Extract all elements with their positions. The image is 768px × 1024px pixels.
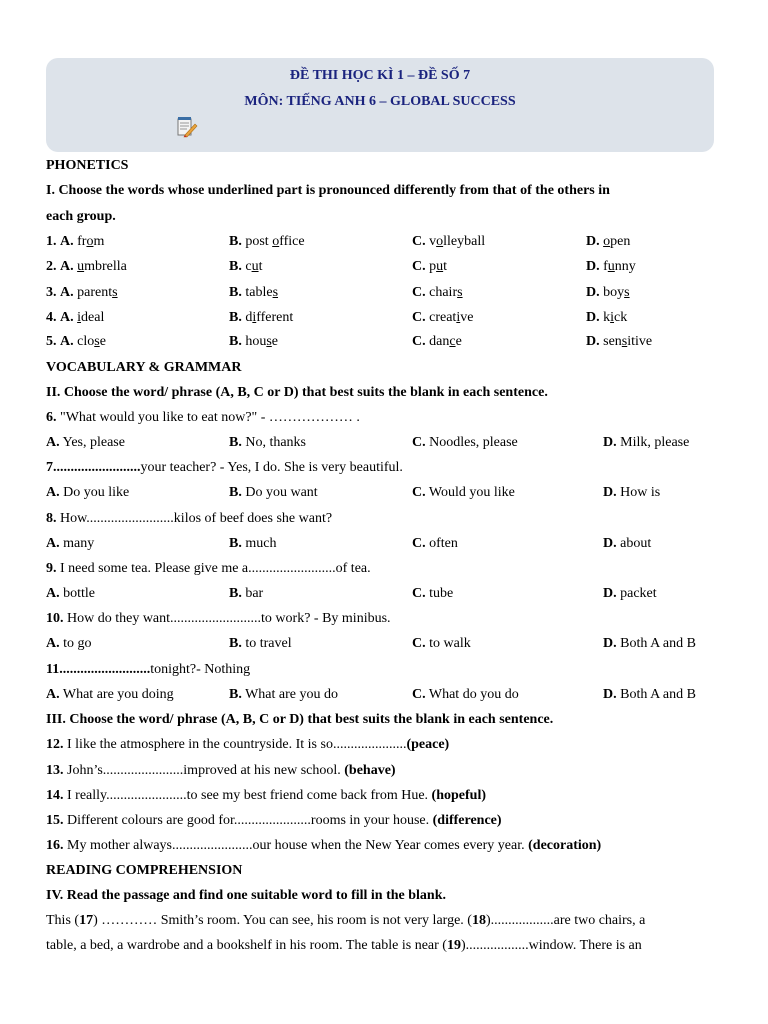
option-text: tube bbox=[429, 586, 454, 601]
answer-option bbox=[229, 685, 338, 705]
word-part: ffice bbox=[279, 234, 305, 249]
question-number: 1. bbox=[46, 234, 57, 249]
option-text: much bbox=[245, 536, 277, 551]
word-part: nny bbox=[614, 259, 636, 274]
question-number: 12. bbox=[46, 737, 64, 752]
option-letter: C. bbox=[412, 586, 426, 601]
option-letter: C. bbox=[412, 310, 426, 325]
phonetics-instruction-2: each group. bbox=[46, 209, 116, 224]
wordform-question bbox=[46, 811, 502, 831]
option-letter: D. bbox=[603, 435, 617, 450]
underlined-part: o bbox=[603, 234, 611, 249]
word-part: m bbox=[93, 234, 105, 249]
wordform-question bbox=[46, 836, 601, 856]
word-part: ck bbox=[614, 310, 628, 325]
word-part: c bbox=[245, 259, 252, 274]
exam-header bbox=[46, 58, 714, 152]
question-number: 11.......................... bbox=[46, 662, 151, 677]
phonetics-option bbox=[46, 232, 104, 252]
word-part: chair bbox=[429, 285, 458, 300]
word-part: e bbox=[99, 334, 106, 349]
word-part: mbrella bbox=[84, 259, 127, 274]
option-text: Would you like bbox=[428, 485, 515, 500]
root-word: (difference) bbox=[432, 813, 502, 828]
option-text: What are you doing bbox=[62, 687, 174, 702]
underlined-part: c bbox=[449, 334, 456, 349]
word-part: v bbox=[429, 234, 437, 249]
phonetics-option bbox=[229, 232, 305, 252]
option-text: to walk bbox=[429, 636, 471, 651]
answer-option bbox=[46, 534, 94, 554]
answer-option bbox=[412, 483, 515, 503]
passage-text: )..................window. There is an bbox=[460, 938, 642, 953]
word-part: post bbox=[245, 234, 273, 249]
question-number: 14. bbox=[46, 788, 64, 803]
question-text: your teacher? - Yes, I do. She is very beautiful. bbox=[140, 460, 403, 475]
option-text: Yes, please bbox=[62, 435, 125, 450]
underlined-part: i bbox=[610, 310, 615, 325]
passage-text: table, a bed, a wardrobe and a bookshelf in his room. The table is near ( bbox=[46, 938, 447, 953]
phonetics-option bbox=[586, 283, 630, 303]
option-text: Noodles, please bbox=[429, 435, 518, 450]
answer-option bbox=[603, 483, 660, 503]
phonetics-option bbox=[229, 332, 278, 352]
underlined-part: s bbox=[266, 334, 272, 349]
option-letter: C. bbox=[412, 259, 426, 274]
option-text: Both A and B bbox=[620, 687, 696, 702]
option-letter: D. bbox=[603, 586, 617, 601]
question-number: 3. bbox=[46, 285, 57, 300]
answer-option bbox=[603, 685, 696, 705]
option-letter: C. bbox=[412, 285, 426, 300]
option-letter: C. bbox=[412, 485, 426, 500]
underlined-part: u bbox=[607, 259, 615, 274]
root-word: (decoration) bbox=[528, 838, 602, 853]
wordform-question bbox=[46, 761, 396, 781]
option-text: What do you do bbox=[428, 687, 519, 702]
passage-text: )..................are two chairs, a bbox=[485, 913, 646, 928]
word-part: fferent bbox=[256, 310, 294, 325]
question-number: 7......................... bbox=[46, 460, 141, 475]
underlined-part: u bbox=[436, 259, 444, 274]
reading-passage-line-1 bbox=[46, 911, 645, 931]
answer-option bbox=[603, 534, 651, 554]
option-letter: D. bbox=[603, 687, 617, 702]
option-letter: A. bbox=[46, 435, 60, 450]
answer-option bbox=[46, 634, 92, 654]
underlined-part: o bbox=[272, 234, 280, 249]
word-part: creat bbox=[429, 310, 457, 325]
question-number: 5. bbox=[46, 334, 57, 349]
underlined-part: i bbox=[77, 310, 82, 325]
answer-option bbox=[229, 534, 276, 554]
question-text: I like the atmosphere in the countryside. It is so..................... bbox=[63, 737, 407, 752]
phonetics-option bbox=[46, 257, 127, 277]
wordform-question bbox=[46, 735, 449, 755]
question-number: 2. bbox=[46, 259, 57, 274]
answer-option bbox=[229, 584, 263, 604]
phonetics-option bbox=[412, 257, 447, 277]
phonetics-option bbox=[586, 308, 627, 328]
word-part: boy bbox=[603, 285, 625, 300]
phonetics-option bbox=[46, 332, 106, 352]
option-letter: A. bbox=[60, 310, 74, 325]
phonetics-option bbox=[412, 308, 473, 328]
option-letter: D. bbox=[586, 234, 600, 249]
option-text: Both A and B bbox=[620, 636, 696, 651]
question-number: 16. bbox=[46, 838, 64, 853]
option-letter: B. bbox=[229, 334, 242, 349]
option-letter: B. bbox=[229, 536, 242, 551]
option-text: Milk, please bbox=[620, 435, 690, 450]
answer-option bbox=[603, 433, 689, 453]
question-line bbox=[46, 509, 332, 529]
word-part: itive bbox=[627, 334, 653, 349]
word-part: k bbox=[603, 310, 611, 325]
underlined-part: s bbox=[272, 285, 279, 300]
phonetics-option bbox=[586, 332, 652, 352]
wordform-question bbox=[46, 786, 486, 806]
underlined-part: i bbox=[456, 310, 461, 325]
vocab-instruction: II. Choose the word/ phrase (A, B, C or D) that best suits the blank in each sentence. bbox=[46, 385, 548, 400]
option-letter: C. bbox=[412, 636, 426, 651]
answer-option bbox=[603, 584, 657, 604]
option-letter: B. bbox=[229, 636, 242, 651]
root-word: (hopeful) bbox=[431, 788, 486, 803]
option-letter: B. bbox=[229, 435, 242, 450]
option-letter: B. bbox=[229, 310, 242, 325]
answer-option bbox=[229, 433, 306, 453]
underlined-part: s bbox=[94, 334, 100, 349]
option-letter: A. bbox=[46, 586, 60, 601]
answer-option bbox=[412, 534, 458, 554]
option-letter: B. bbox=[229, 259, 242, 274]
answer-option bbox=[603, 634, 696, 654]
question-number: 10. bbox=[46, 611, 64, 626]
answer-option bbox=[412, 433, 518, 453]
option-letter: D. bbox=[586, 285, 600, 300]
underlined-part: s bbox=[457, 285, 463, 300]
answer-option bbox=[46, 433, 125, 453]
question-number: 4. bbox=[46, 310, 57, 325]
blank-number: 18 bbox=[471, 913, 486, 928]
notepad-pencil-icon bbox=[176, 116, 198, 138]
underlined-part: i bbox=[252, 310, 257, 325]
option-letter: A. bbox=[60, 234, 74, 249]
word-part: sen bbox=[603, 334, 622, 349]
option-letter: B. bbox=[229, 586, 242, 601]
question-text: Different colours are good for......................rooms in your house. bbox=[63, 813, 433, 828]
word-part: d bbox=[245, 310, 253, 325]
option-text: to travel bbox=[245, 636, 292, 651]
word-part: deal bbox=[81, 310, 105, 325]
underlined-part: u bbox=[77, 259, 85, 274]
option-letter: C. bbox=[412, 234, 426, 249]
answer-option bbox=[46, 685, 174, 705]
phonetics-option bbox=[229, 283, 278, 303]
phonetics-option bbox=[412, 232, 485, 252]
option-letter: D. bbox=[586, 310, 600, 325]
exam-title: ĐỀ THI HỌC KÌ 1 – ĐỀ SỐ 7 bbox=[289, 68, 471, 83]
option-letter: B. bbox=[229, 687, 242, 702]
underlined-part: u bbox=[251, 259, 259, 274]
option-text: many bbox=[63, 536, 95, 551]
option-letter: C. bbox=[412, 536, 426, 551]
answer-option bbox=[412, 634, 471, 654]
question-line bbox=[46, 660, 250, 680]
option-text: often bbox=[429, 536, 458, 551]
option-letter: A. bbox=[60, 259, 74, 274]
option-text: What are you do bbox=[245, 687, 339, 702]
answer-option bbox=[412, 584, 453, 604]
question-line bbox=[46, 609, 391, 629]
phonetics-option bbox=[412, 332, 462, 352]
question-number: 8. bbox=[46, 511, 57, 526]
option-letter: D. bbox=[603, 636, 617, 651]
option-text: No, thanks bbox=[245, 435, 307, 450]
word-part: ve bbox=[460, 310, 474, 325]
question-number: 13. bbox=[46, 763, 64, 778]
passage-text: ) ………… Smith’s room. You can see, his room is not very large. ( bbox=[93, 913, 472, 928]
reading-passage-line-2 bbox=[46, 936, 642, 956]
question-number: 15. bbox=[46, 813, 64, 828]
option-letter: C. bbox=[412, 687, 426, 702]
phonetics-option bbox=[586, 257, 636, 277]
question-text: tonight?- Nothing bbox=[150, 662, 251, 677]
answer-option bbox=[412, 685, 519, 705]
question-text: I really.......................to see my best friend come back from Hue. bbox=[63, 788, 432, 803]
word-part: parent bbox=[77, 285, 113, 300]
word-part: f bbox=[603, 259, 608, 274]
reading-heading: READING COMPREHENSION bbox=[46, 863, 243, 878]
root-word: (peace) bbox=[406, 737, 450, 752]
option-text: about bbox=[620, 536, 652, 551]
option-letter: A. bbox=[60, 285, 74, 300]
phonetics-option bbox=[586, 232, 630, 252]
answer-option bbox=[46, 483, 129, 503]
wordform-instruction: III. Choose the word/ phrase (A, B, C or D) that best suits the blank in each sentence. bbox=[46, 712, 554, 727]
option-letter: D. bbox=[603, 536, 617, 551]
word-part: e bbox=[455, 334, 462, 349]
option-letter: A. bbox=[46, 536, 60, 551]
root-word: (behave) bbox=[344, 763, 396, 778]
blank-number: 19 bbox=[446, 938, 461, 953]
option-letter: D. bbox=[586, 259, 600, 274]
option-text: Do you like bbox=[63, 485, 130, 500]
answer-option bbox=[229, 483, 318, 503]
question-number: 6. bbox=[46, 410, 57, 425]
option-text: packet bbox=[620, 586, 657, 601]
option-text: bottle bbox=[63, 586, 96, 601]
option-letter: B. bbox=[229, 285, 242, 300]
word-part: e bbox=[271, 334, 279, 349]
option-letter: D. bbox=[603, 485, 617, 500]
word-part: table bbox=[245, 285, 273, 300]
question-number: 9. bbox=[46, 561, 57, 576]
word-part: t bbox=[443, 259, 448, 274]
question-text: How.........................kilos of beef does she want? bbox=[56, 511, 333, 526]
underlined-part: o bbox=[86, 234, 94, 249]
answer-option bbox=[46, 584, 95, 604]
option-text: to go bbox=[63, 636, 92, 651]
vocab-heading: VOCABULARY & GRAMMAR bbox=[46, 360, 242, 375]
phonetics-option bbox=[412, 283, 463, 303]
question-line bbox=[46, 408, 360, 428]
option-letter: C. bbox=[412, 334, 426, 349]
option-letter: C. bbox=[412, 435, 426, 450]
passage-text: This ( bbox=[46, 913, 80, 928]
word-part: pen bbox=[610, 234, 631, 249]
underlined-part: o bbox=[436, 234, 444, 249]
phonetics-option bbox=[229, 308, 293, 328]
reading-instruction: IV. Read the passage and find one suitable word to fill in the blank. bbox=[46, 888, 446, 903]
option-letter: B. bbox=[229, 234, 242, 249]
blank-number: 17 bbox=[79, 913, 94, 928]
word-part: dan bbox=[429, 334, 450, 349]
answer-option bbox=[229, 634, 292, 654]
option-letter: A. bbox=[46, 687, 60, 702]
option-text: bar bbox=[245, 586, 264, 601]
exam-subject: MÔN: TIẾNG ANH 6 – GLOBAL SUCCESS bbox=[244, 94, 516, 109]
phonetics-option bbox=[46, 283, 118, 303]
option-text: How is bbox=[620, 485, 661, 500]
question-line bbox=[46, 559, 371, 579]
underlined-part: s bbox=[624, 285, 630, 300]
question-text: I need some tea. Please give me a.........................of tea. bbox=[56, 561, 371, 576]
question-line bbox=[46, 458, 403, 478]
word-part: t bbox=[258, 259, 263, 274]
word-part: hou bbox=[245, 334, 267, 349]
question-text: How do they want..........................to work? - By minibus. bbox=[63, 611, 391, 626]
phonetics-instruction-1: I. Choose the words whose underlined part is pronounced differently from that of the others in bbox=[46, 183, 610, 198]
option-letter: D. bbox=[586, 334, 600, 349]
option-letter: A. bbox=[46, 485, 60, 500]
question-text: John’s.......................improved at his new school. bbox=[63, 763, 345, 778]
word-part: clo bbox=[77, 334, 95, 349]
underlined-part: s bbox=[112, 285, 118, 300]
phonetics-option bbox=[229, 257, 262, 277]
option-text: Do you want bbox=[245, 485, 318, 500]
question-text: My mother always.......................our house when the New Year comes every year. bbox=[63, 838, 529, 853]
word-part: fr bbox=[77, 234, 87, 249]
phonetics-heading: PHONETICS bbox=[46, 158, 129, 173]
phonetics-option bbox=[46, 308, 104, 328]
word-part: p bbox=[429, 259, 437, 274]
word-part: lleyball bbox=[443, 234, 486, 249]
question-text: "What would you like to eat now?" - ……………… . bbox=[56, 410, 360, 425]
option-letter: B. bbox=[229, 485, 242, 500]
option-letter: A. bbox=[60, 334, 74, 349]
underlined-part: s bbox=[621, 334, 628, 349]
option-letter: A. bbox=[46, 636, 60, 651]
